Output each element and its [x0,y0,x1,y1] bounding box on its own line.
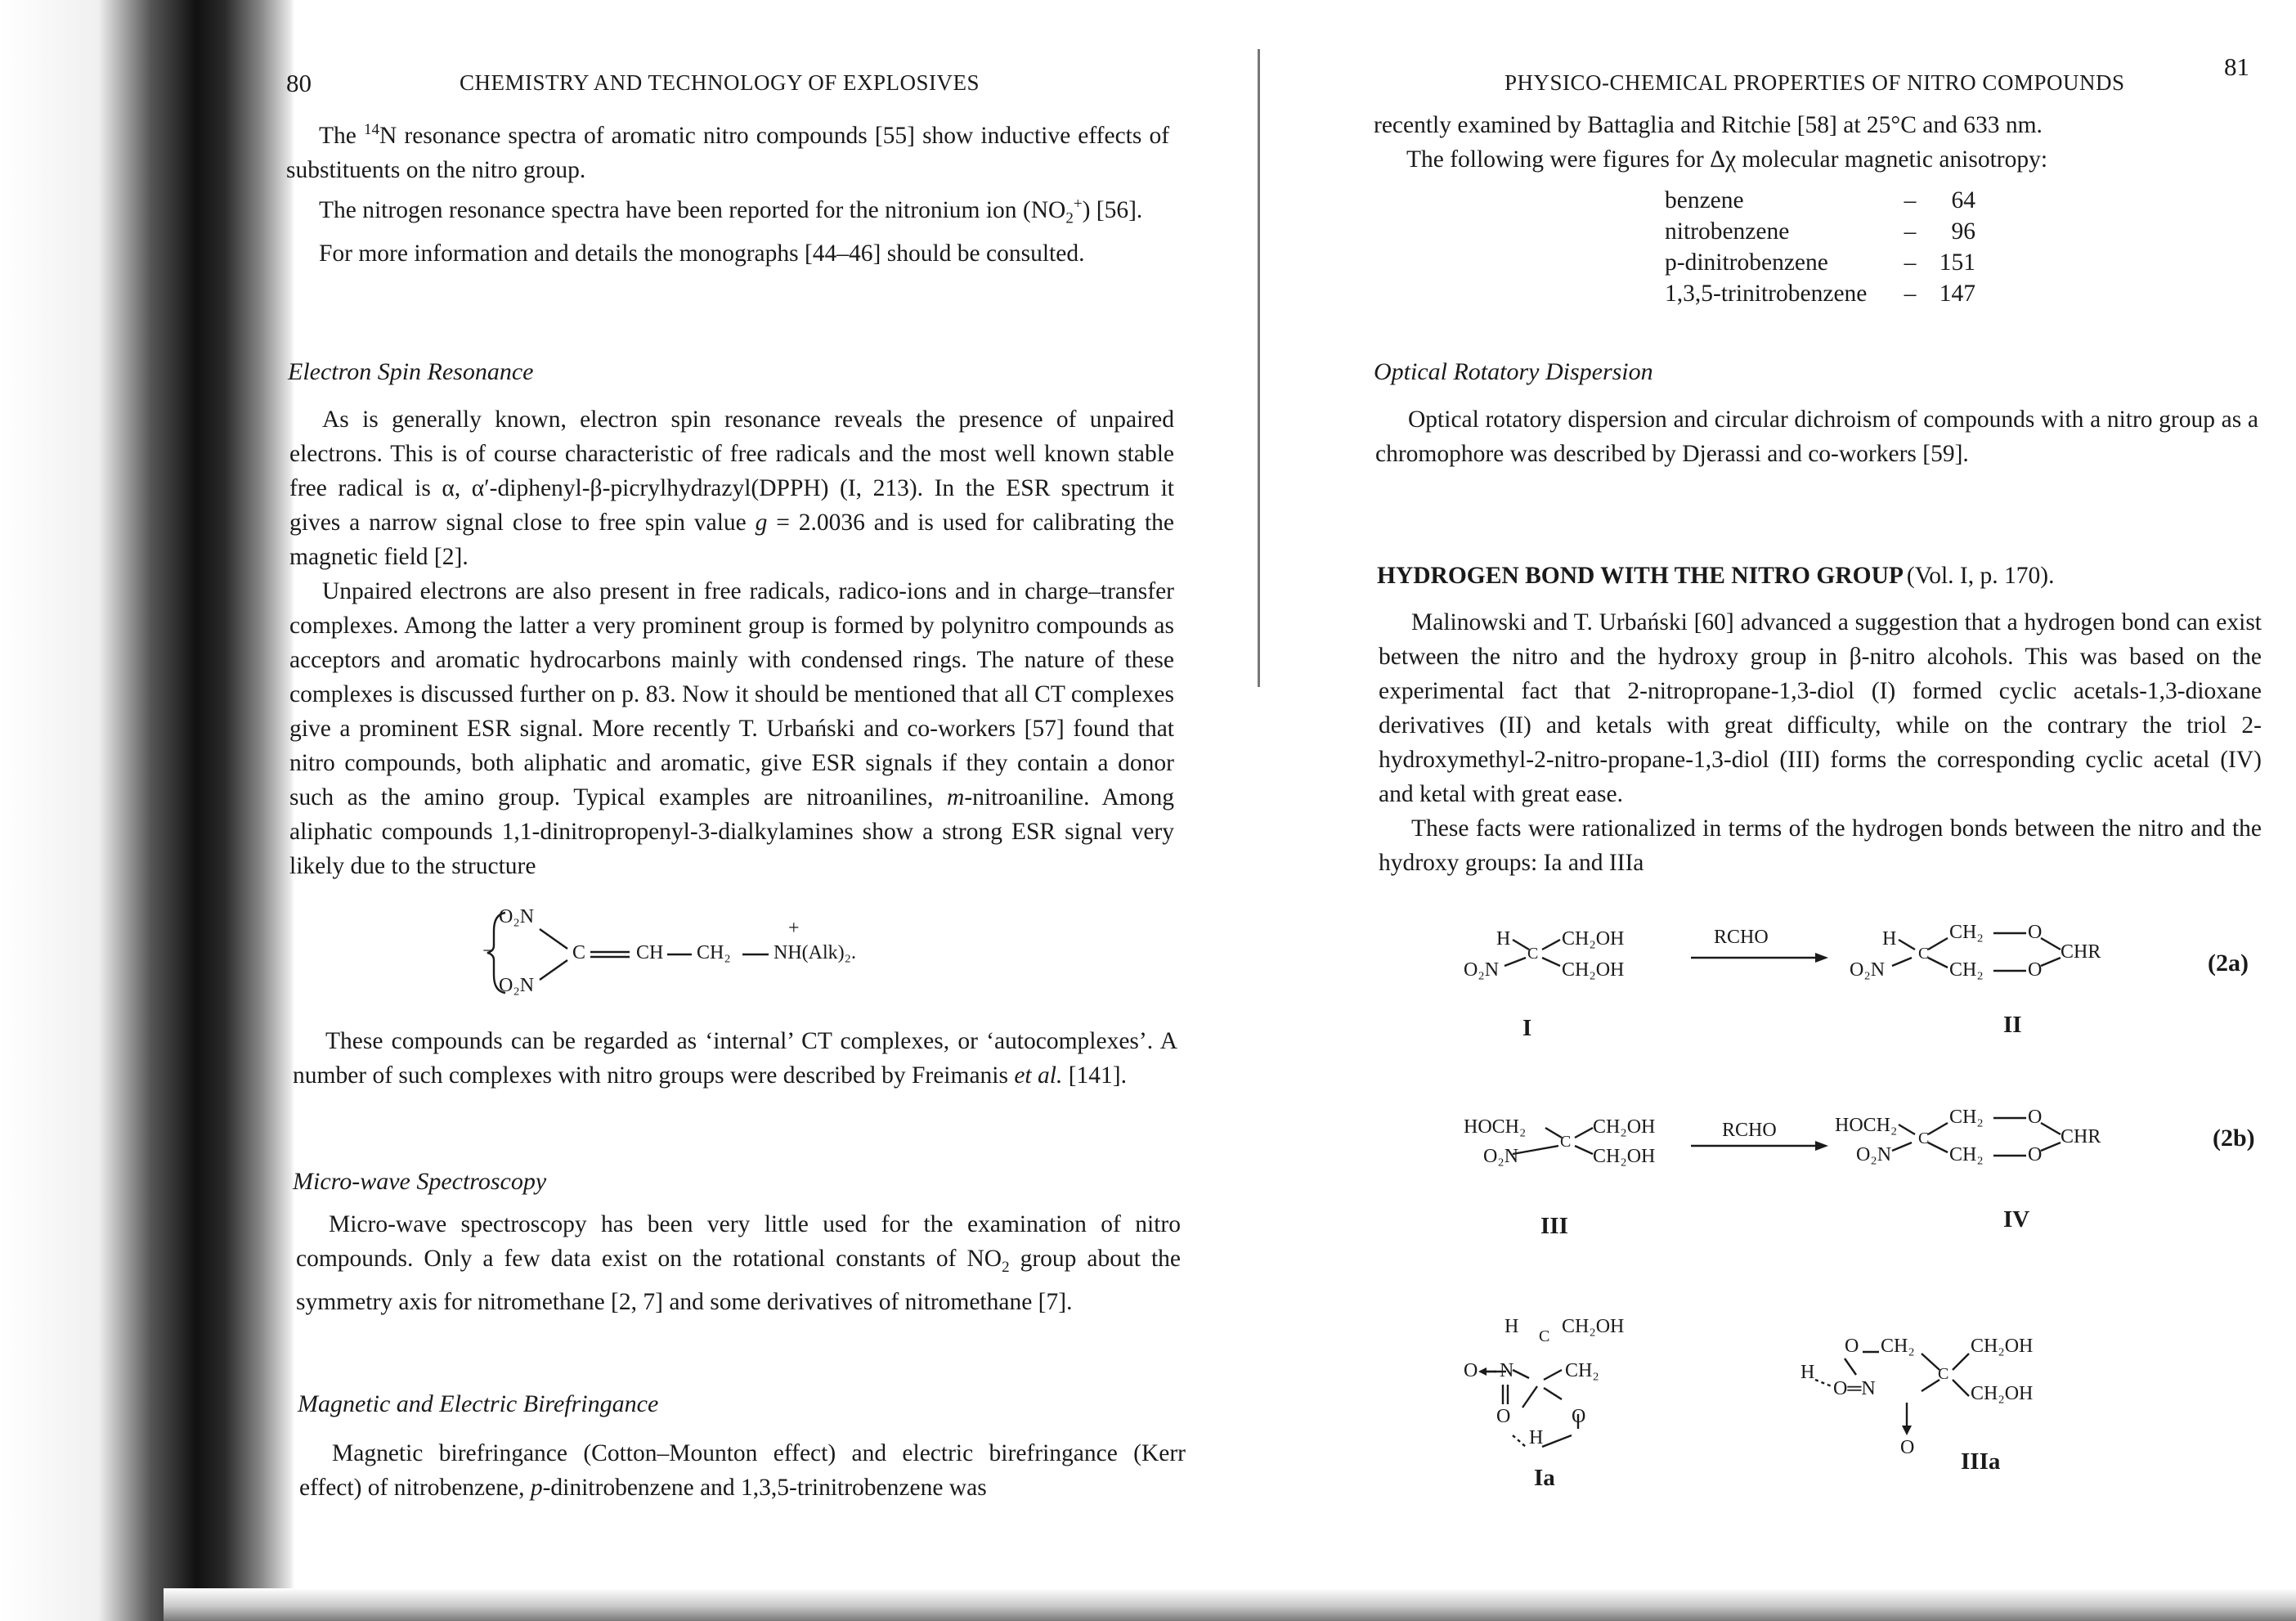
section-heading-birefringance: Magnetic and Electric Birefringance [298,1390,659,1417]
paragraph: Optical rotatory dispersion and circular dichroism of compounds with a nitro group as a chromophore was described by Djerassi and co-workers [59]. [1375,406,2258,467]
paragraph: Unpaired electrons are also present in free radicals, radico-ions and in charge–transfer complexes. Among the latter a very prominent group is formed by polynitro compounds as acceptors and aromatic hydrocarbons mainly with condensed rings. The nature of these complexes is discussed further on p. 83. Now it should be mentioned that all CT complexes give a prominent ESR signal. More recently T. Urbański and co-workers [57] found that nitro compounds, both aliphatic and aromatic, give ESR signals if they contain a donor such as the amino group. Typical examples are nitroanilines, m-nitroaniline. Among aliphatic compounds 1,1-dinitropropenyl-3-dialkylamines show a strong ESR signal very likely due to the structure [289,578,1174,879]
h-label: H [1800,1362,1815,1383]
section-heading-hbond: HYDROGEN BOND WITH THE NITRO GROUP (Vol. I, p. 170). [1377,563,2055,589]
ch2oh-label: CH₂OH [1562,959,1625,981]
o2n-label: O₂N [499,975,535,996]
complexes-text [293,1024,1177,1093]
ch2oh-label: CH₂OH [1971,1336,2034,1357]
table-row: p-dinitrobenzene – 151 [1665,249,1975,276]
paragraph: recently examined by Battaglia and Ritchie [58] at 25°C and 633 nm. [1374,112,2043,138]
bottom-page-shadow [164,1588,2296,1621]
ch2-label: CH₂ [1949,1107,1984,1128]
running-head: PHYSICO-CHEMICAL PROPERTIES OF NITRO COMPOUNDS [1505,70,2125,95]
oxygen-label: O [2028,1107,2043,1128]
compound-label-IIIa: IIIa [1961,1448,2001,1475]
carbon-label: C [1527,945,1539,963]
paragraph: These compounds can be regarded as ‘internal’ CT complexes, or ‘autocomplexes’. A number of such complexes with nitro groups were described by Freimanis et al. [141]. [293,1028,1177,1089]
oxygen-label: O [1572,1406,1586,1427]
paragraph: Micro-wave spectroscopy has been very little used for the examination of nitro compounds. Only a few data exist on the rotational constants of $NO_2$ group about the symmetry axis for nitromethane [2, 7] and some derivatives of nitromethane [7]. [296,1211,1181,1315]
o2n-label: O₂N [1483,1146,1519,1167]
o2n-label: O₂N [1464,959,1500,981]
birefringance-text [299,1436,1186,1505]
scheme-bonds [1464,920,2281,1509]
ch2oh-label: CH₂OH [1562,928,1625,950]
oxygen-label: O [1845,1336,1859,1357]
table-row: benzene – 64 [1665,187,1975,213]
ch2-label: CH₂ [1949,922,1984,943]
h-label: H [1882,928,1897,950]
paragraph: The $^{14}$N resonance spectra of aromatic nitro compounds [55] show inductive effects of substituents on the nitro group. [286,121,1170,183]
equation-label-2b: (2b) [2213,1125,2255,1152]
ch-label: CH [636,942,664,963]
hbond-text [1379,605,2262,880]
h-label: H [1505,1316,1519,1337]
paragraph: Malinowski and T. Urbański [60] advanced a suggestion that a hydrogen bond can exist between the nitro and the hydroxy group in β-nitro alcohols. This was based on the experimental fact that 2-nitropropane-1,3-diol (I) formed cyclic acetals-1,3-dioxane derivatives (II) and ketals with great difficulty, while on the contrary the triol 2-hydroxymethyl-2-nitro-propane-1,3-diol (III) forms the corresponding cyclic acetal (IV) and ketal with great ease. [1379,609,2262,807]
anisotropy-table [1665,185,1975,309]
carbon-label: C [1560,1133,1572,1151]
section-heading-ord: Optical Rotatory Dispersion [1374,358,1653,385]
reagent-label: RCHO [1714,927,1769,948]
table-row: nitrobenzene – 96 [1665,218,1975,245]
ch2oh-label: CH₂OH [1971,1383,2034,1404]
h-label: H [1496,928,1511,950]
oxygen-label: O [2028,1144,2043,1165]
equation-label-2a: (2a) [2208,950,2249,977]
ch2oh-label: CH₂OH [1562,1316,1625,1337]
paragraph: The following were figures for Δχ molecular magnetic anisotropy: [1406,146,2048,173]
oxygen-label: O [2028,959,2043,981]
carbon-label: C [1918,945,1930,963]
oxygen-label: O [1900,1437,1915,1458]
o2n-label: O₂N [499,906,535,927]
ch2-label: CH₂ [1881,1336,1915,1357]
carbon-label: C [1938,1365,1949,1383]
hoch2-label: HOCH₂ [1464,1116,1527,1138]
ch2-label: CH₂ [697,942,731,963]
table-row: 1,3,5-trinitrobenzene – 147 [1665,281,1975,307]
paragraph: For more information and details the monographs [44–46] should be consulted. [319,240,1085,267]
paragraph: These facts were rationalized in terms of the hydrogen bonds between the nitro and the hydroxy groups: Ia and IIIa [1379,815,2262,876]
book-spine-shadow [0,0,294,1621]
esr-text [289,402,1174,883]
reaction-schemes [1464,920,2281,1509]
compound-label-II: II [2003,1012,2022,1038]
oxygen-label: O [2028,922,2043,943]
compound-label-IV: IV [2003,1206,2030,1233]
ch2-label: CH₂ [1949,1144,1984,1165]
hoch2-label: HOCH₂ [1835,1115,1898,1136]
left-intro [286,113,1169,271]
o2n-label: O₂N [1850,959,1886,981]
oxygen-label: O [1496,1406,1511,1427]
chr-label: CHR [2061,1126,2101,1147]
section-heading-esr: Electron Spin Resonance [288,358,534,385]
paragraph: The nitrogen resonance spectra have been reported for the nitronium ion $(NO_2^+)$ [56]. [319,195,1143,227]
ord-text [1375,402,2258,471]
running-head: CHEMISTRY AND TECHNOLOGY OF EXPLOSIVES [460,70,980,95]
carbon-label: C [1918,1129,1930,1147]
right-intro [1374,108,2257,177]
microwave-text [296,1207,1181,1319]
amine-label: NH(Alk)₂. [774,942,857,963]
ch2oh-label: CH₂OH [1593,1146,1656,1167]
o2n-label: O₂N [1856,1144,1892,1165]
chemical-structure-dinitropropenyl [482,906,908,996]
page-number: 80 [286,69,312,97]
page-number: 81 [2224,52,2249,81]
minus-sign: − [482,941,494,962]
ch2oh-label: CH₂OH [1593,1116,1656,1138]
section-heading-microwave: Micro-wave Spectroscopy [293,1168,547,1195]
nitro-label: O═N [1833,1378,1876,1399]
compound-label-III: III [1540,1213,1568,1239]
paragraph: As is generally known, electron spin resonance reveals the presence of unpaired electrons. This is of course characteristic of free radicals and the most well known stable free radical is α, α′-diphenyl-β-picrylhydrazyl(DPPH) (I, 213). In the ESR spectrum it gives a narrow signal close to free spin value g = 2.0036 and is used for calibrating the magnetic field [2]. [289,406,1175,570]
ch2-label: CH₂ [1565,1360,1599,1381]
compound-label-I: I [1522,1015,1532,1041]
carbon-label: C [1539,1327,1550,1345]
gutter-line [1258,49,1260,687]
reagent-label: RCHO [1722,1120,1777,1141]
compound-label-Ia: Ia [1534,1465,1555,1491]
h-label: H [1529,1427,1544,1448]
nitrogen-label: N [1500,1360,1514,1381]
carbon-label: C [572,942,586,963]
chr-label: CHR [2061,941,2101,963]
paragraph: Magnetic birefringance (Cotton–Mounton effect) and electric birefringance (Kerr effect) of nitrobenzene, p-dinitrobenzene and 1,3,5-trinitrobenzene was [299,1440,1186,1501]
ch2-label: CH₂ [1949,959,1984,981]
plus-sign: + [788,918,800,939]
oxygen-label: O [1464,1360,1478,1381]
